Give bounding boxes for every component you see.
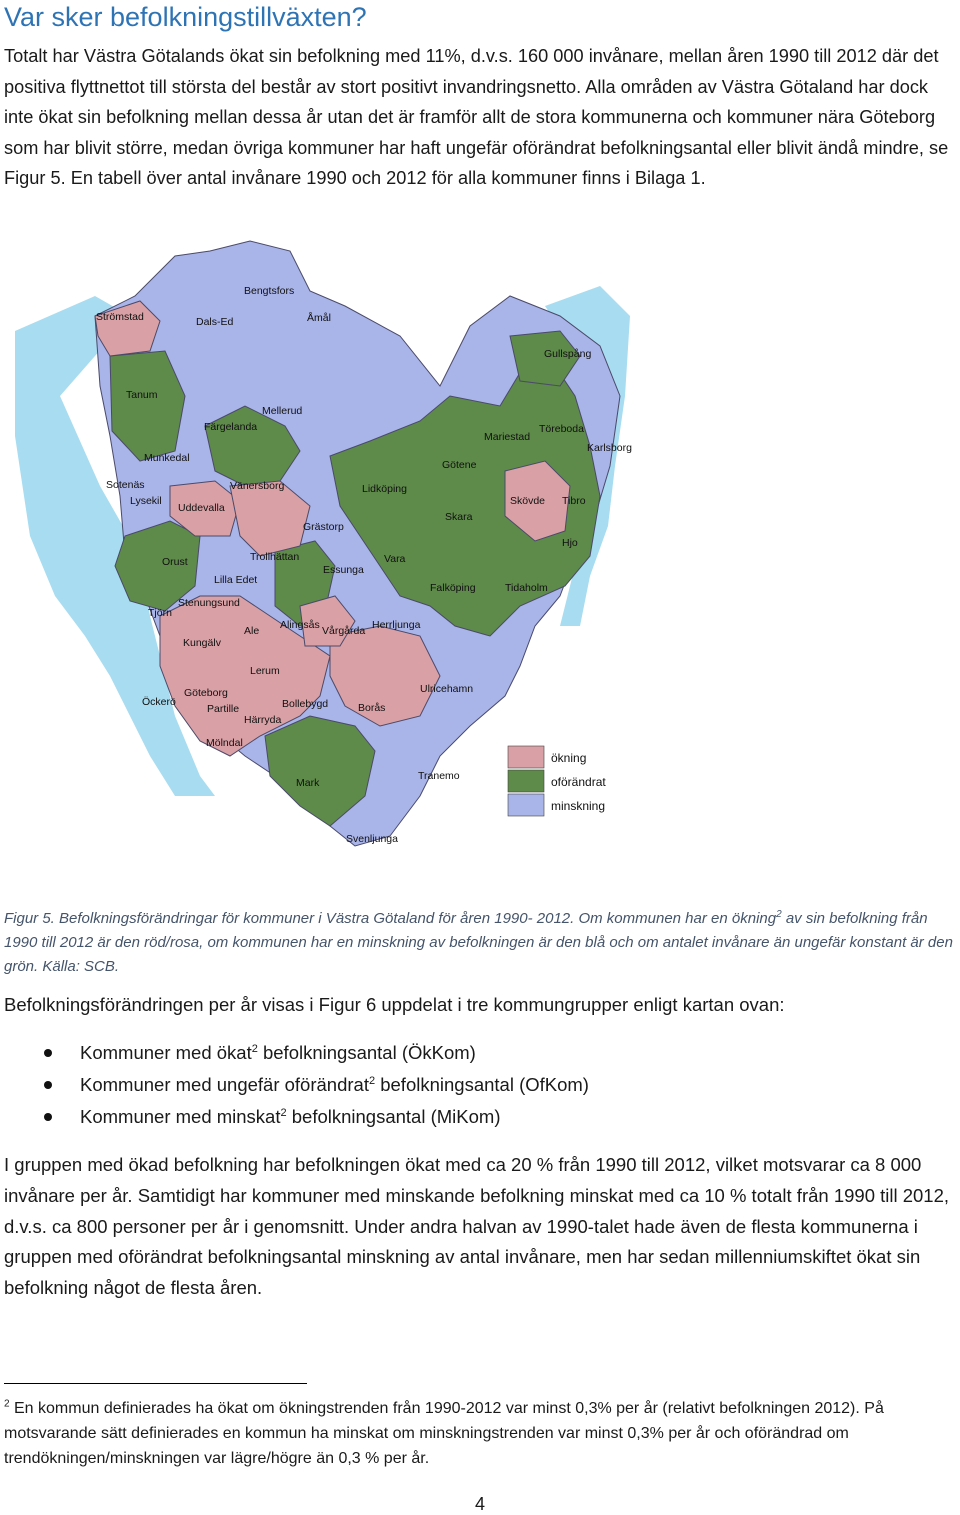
muni-label: Göteborg: [184, 687, 228, 699]
muni-label: Strömstad: [96, 311, 144, 323]
muni-label: Uddevalla: [178, 502, 225, 514]
muni-label: Vänersborg: [230, 480, 285, 492]
paragraph-group-change: I gruppen med ökad befolkning har befolkningen ökat med ca 20 % från 1990 till 2012, vilket motsvarar ca 8 000 invånare per år. Samtidigt har kommuner med minskande befolkning minskat med ca 10 % totalt från 1990 till 2012, d.v.s. ca 800 personer per år i genomsnitt. Under andra halvan av 1990-talet hade även de flesta kommunerna i gruppen med oförändrat befolkningsantal minskning av antal invånare, men har sedan millenniumskiftet ökat sin befolkning något de flesta åren.: [4, 1154, 950, 1299]
muni-label: Härryda: [244, 714, 282, 726]
muni-label: Bengtsfors: [244, 285, 295, 297]
muni-label: Tranemo: [418, 770, 460, 782]
muni-label: Mariestad: [484, 431, 531, 443]
bullet-item: [0, 1101, 589, 1133]
muni-label: Tjörn: [148, 607, 172, 619]
muni-label: Falköping: [430, 582, 476, 594]
muni-label: Öckerö: [142, 696, 176, 708]
muni-label: Lilla Edet: [214, 574, 258, 586]
footnote-ref: 2: [368, 1074, 376, 1087]
muni-label: Götene: [442, 459, 477, 471]
muni-label: Sotenäs: [106, 479, 145, 491]
caption-text-a: Om kommunen har en ökning: [574, 910, 777, 927]
caption-footnote-ref: 2: [776, 909, 782, 920]
muni-label: Mark: [296, 777, 320, 789]
bullet-text-a: Kommuner med ökat: [80, 1042, 252, 1063]
legend-swatch-oforandrat: [508, 770, 544, 792]
muni-label: Skövde: [510, 495, 546, 507]
legend-swatch-okning: [508, 746, 544, 768]
muni-label: Töreboda: [539, 423, 584, 435]
muni-label: Herrljunga: [372, 619, 421, 631]
muni-label: Trollhättan: [250, 551, 300, 563]
muni-label: Mellerud: [262, 405, 303, 417]
caption-text-b: av sin befolkning från 1990 till 2012 är den röd/rosa, om kommunen har en minskning av befolkningen är den blå och om antalet invånare än ungefär konstant är den grön. Källa: SCB.: [4, 910, 953, 975]
muni-label: Alingsås: [280, 619, 320, 631]
bullet-item: [0, 1037, 589, 1069]
muni-label: Ale: [244, 625, 260, 637]
section-heading: Var sker befolkningstillväxten?: [4, 2, 367, 32]
muni-label: Vara: [384, 553, 406, 565]
footnote-ref: 2: [251, 1042, 258, 1055]
muni-label: Färgelanda: [204, 421, 258, 433]
muni-label: Gullspång: [544, 348, 592, 360]
bullet-dot: [44, 1113, 52, 1121]
page-number: 4: [474, 1494, 485, 1514]
bullet-item: [0, 1069, 589, 1101]
bullet-dot: [44, 1049, 52, 1057]
muni-label: Ulricehamn: [420, 683, 474, 695]
bullet-text-b: befolkningsantal (OfKom): [375, 1074, 589, 1095]
footnote-text: En kommun definierades ha ökat om ökningstrenden från 1990-2012 var minst 0,3% per år (relativt befolkningen 2012). På motsvarande sätt definierades en kommun ha minskat om minskningstrenden var minst 0,3% per år och oförändrad om trendökningen/minskningen var lägre/högre än 0,3 % per år.: [4, 1400, 884, 1467]
bullet-text-b: befolkningsantal (MiKom): [286, 1106, 501, 1127]
muni-label: Hjo: [562, 537, 578, 549]
muni-label: Skara: [445, 511, 473, 523]
muni-label: Tibro: [562, 495, 586, 507]
footnote-separator: [4, 1383, 307, 1384]
municipality-map-figure: [0, 236, 960, 896]
muni-label: Munkedal: [144, 452, 190, 464]
legend-label-oforandrat: oförändrat: [551, 775, 606, 789]
legend-label-minskning: minskning: [551, 799, 606, 813]
bullet-dot: [44, 1081, 52, 1089]
caption-title: Figur 5. Befolkningsförändringar för kommuner i Västra Götaland för åren 1990- 2012.: [4, 910, 575, 927]
bullet-text-a: Kommuner med ungefär oförändrat: [80, 1074, 369, 1095]
intro-part-2: Alla områden av Västra Götaland har dock inte ökat sin befolkning mellan dessa år utan det är framför allt de stora kommunerna och kommuner nära Göteborg som har blivit större, medan övriga kommuner har haft ungefär oförändrat befolkningsantal eller blivit ändå mindre, se Figur 5. En tabell över antal invånare 1990 och 2012 för alla kommuner finns i Bilaga 1.: [4, 76, 949, 189]
municipality-map: [0, 236, 960, 896]
legend-swatch-minskning: [508, 794, 544, 816]
figure-caption: [4, 903, 956, 979]
muni-label: Tidaholm: [505, 582, 548, 594]
muni-label: Stenungsund: [178, 597, 240, 609]
muni-label: Lerum: [250, 665, 280, 677]
muni-label: Kungälv: [183, 637, 221, 649]
muni-label: Mölndal: [206, 737, 243, 749]
muni-label: Lysekil: [130, 495, 162, 507]
muni-label: Grästorp: [303, 521, 344, 533]
muni-label: Tanum: [126, 389, 158, 401]
bullet-list: [0, 1037, 589, 1133]
muni-label: Orust: [162, 556, 188, 568]
muni-label: Karlsborg: [587, 442, 632, 454]
footnote-ref: 2: [280, 1106, 287, 1119]
footnote: [4, 1396, 959, 1471]
muni-label: Partille: [207, 703, 240, 715]
muni-label: Lidköping: [362, 483, 407, 495]
muni-label: Borås: [358, 702, 386, 714]
muni-label: Åmål: [307, 312, 331, 324]
intro-paragraph: [4, 41, 959, 194]
muni-label: Svenljunga: [346, 833, 398, 845]
muni-label: Dals-Ed: [196, 316, 234, 328]
paragraph-figure6: Befolkningsförändringen per år visas i Figur 6 uppdelat i tre kommungrupper enligt kartan ovan:: [4, 994, 785, 1015]
legend-label-okning: ökning: [551, 751, 587, 765]
map-legend: [508, 746, 606, 816]
footnote-number: 2: [4, 1398, 10, 1410]
muni-label: Bollebygd: [282, 698, 329, 710]
bullet-text-a: Kommuner med minskat: [80, 1106, 281, 1127]
muni-label: Essunga: [323, 564, 364, 576]
intro-part-1: Totalt har Västra Götalands ökat sin befolkning med 11%, d.v.s. 160 000 invånare, mellan åren 1990 till 2012 där det positiva flyttnettot till största del består av stort positivt invandringsnetto.: [4, 46, 939, 97]
bullet-text-b: befolkningsantal (ÖkKom): [257, 1042, 476, 1063]
muni-label: Vårgårda: [322, 625, 366, 637]
